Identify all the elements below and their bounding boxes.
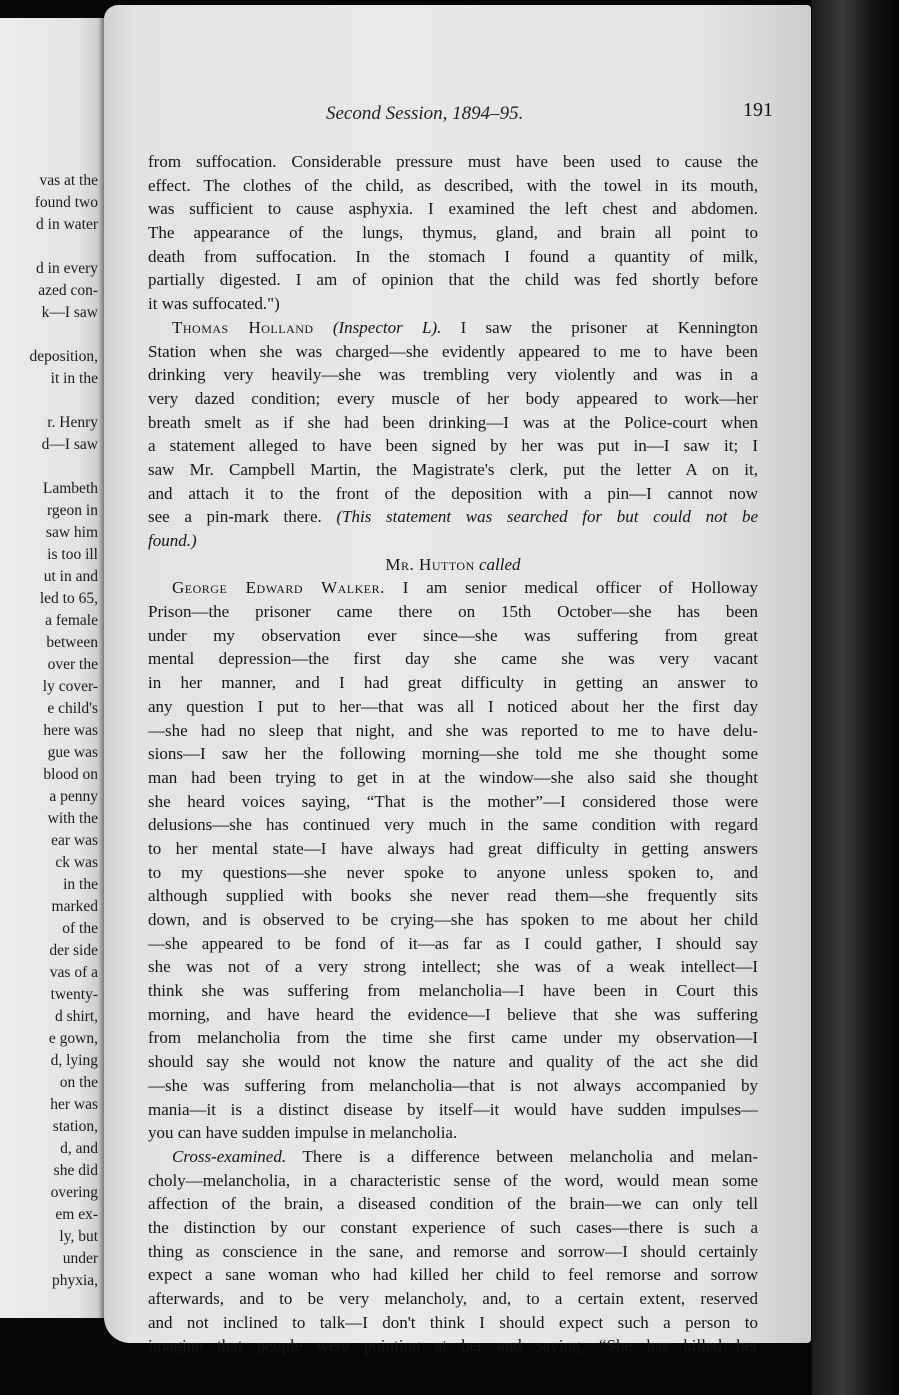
testimony-first-line: There is a difference between melancholia and melan- bbox=[286, 1146, 758, 1166]
facing-page-line: em ex- bbox=[55, 1206, 98, 1223]
text-line: a statement alleged to have been signed by her was put in—I saw it; I bbox=[148, 436, 758, 456]
facing-page-line: r. Henry bbox=[47, 414, 98, 431]
testimony-lines bbox=[148, 600, 758, 1145]
text-line: and not inclined to talk—I don't think I should expect such a person to bbox=[148, 1312, 758, 1332]
text-line: afterwards, and to be very melancholy, and, to a certain extent, reserved bbox=[148, 1289, 758, 1308]
facing-page-line: of the bbox=[62, 920, 98, 937]
facing-page-line: her was bbox=[50, 1096, 98, 1113]
text-line: mania—it is a distinct disease by itself—it would have sudden impulses— bbox=[148, 1099, 758, 1119]
text-line: —she appeared to be fond of it—as far as I could gather, I should say bbox=[148, 933, 758, 953]
text-line: —she was suffering from melancholia—that is not always accompanied by bbox=[148, 1075, 758, 1095]
text-line: saw Mr. Campbell Martin, the Magistrate's clerk, put the letter A on it, bbox=[148, 459, 758, 479]
text-line: mental depression—the first day she came she was very vacant bbox=[148, 649, 758, 669]
text-line: choly—melancholia, in a characteristic sense of the word, would mean some bbox=[148, 1170, 758, 1190]
testimony-first-line: I saw the prisoner at Kennington bbox=[441, 317, 759, 337]
text-line: morning, and have heard the evidence—I believe that she was suffering bbox=[148, 1004, 758, 1024]
facing-page-line: with the bbox=[47, 810, 98, 827]
facing-page-line: Lambeth bbox=[42, 480, 98, 497]
text-line: effect. The clothes of the child, as described, with the towel in its mouth, bbox=[148, 175, 758, 195]
text-line: from melancholia from the time she first came under my observation—I bbox=[148, 1028, 758, 1048]
facing-page-line: ear was bbox=[51, 832, 98, 849]
facing-page-line: found two bbox=[34, 194, 98, 211]
facing-page-line: led to 65, bbox=[39, 590, 98, 607]
called-word: called bbox=[479, 554, 521, 574]
text-line: thing as conscience in the sane, and remorse and sorrow—I should certainly bbox=[148, 1241, 758, 1261]
facing-page-line: d, and bbox=[60, 1140, 98, 1157]
facing-page-line: phyxia, bbox=[51, 1272, 98, 1289]
facing-page-fragment bbox=[0, 18, 112, 1318]
witness-role: (Inspector L). bbox=[332, 317, 442, 337]
text-line: —she had no sleep that night, and she was reported to me to have delu- bbox=[148, 720, 758, 740]
called-name: Mr. Hutton bbox=[385, 554, 475, 574]
text-line: to her mental state—I have always had great difficulty in getting answers bbox=[148, 838, 758, 858]
text-line: death from suffocation. In the stomach I found a quantity of milk, bbox=[148, 246, 758, 266]
facing-page-line: d in every bbox=[36, 260, 98, 277]
facing-page-line: overing bbox=[50, 1184, 98, 1201]
text-line: should say she would not know the nature and quality of the act she did bbox=[148, 1052, 758, 1072]
facing-page-line: in the bbox=[63, 876, 98, 893]
witness-name: Thomas Holland bbox=[172, 317, 314, 337]
facing-page-line bbox=[0, 456, 98, 478]
text-line: she was not of a very strong intellect; she was of a weak intellect—I bbox=[148, 957, 758, 977]
facing-page-line: k—I saw bbox=[41, 304, 98, 321]
text-line: under my observation ever since—she was suffering from great bbox=[148, 625, 758, 645]
facing-page-line: blood on bbox=[43, 766, 98, 783]
editorial-note-end: found.) bbox=[148, 531, 197, 550]
facing-page-line bbox=[0, 324, 98, 346]
paragraph-medical-testimony bbox=[148, 150, 758, 316]
testimony-first-line: I am senior medical officer of Holloway bbox=[384, 578, 758, 598]
text-line: breath smelt as if she had been drinking—I was at the Police-court when bbox=[148, 412, 758, 432]
facing-page-line: ut in and bbox=[43, 568, 98, 585]
paragraph-holland-testimony bbox=[148, 316, 758, 553]
facing-page-line: marked bbox=[51, 898, 98, 915]
facing-page-line: ly, but bbox=[59, 1228, 98, 1245]
pin-mark-text: see a pin-mark there. bbox=[148, 507, 337, 527]
text-line: partially digested. I am of opinion that the child was fed shortly before bbox=[148, 270, 758, 290]
facing-page-line: d shirt, bbox=[54, 1008, 98, 1025]
text-line: Prison—the prisoner came there on 15th October—she has been bbox=[148, 602, 758, 622]
text-line: think she was suffering from melancholia—I have been in Court this bbox=[148, 981, 758, 1001]
facing-page-line: over the bbox=[47, 656, 98, 673]
text-line: Station when she was charged—she evidently appeared to me to have been bbox=[148, 341, 758, 361]
facing-page-line: station, bbox=[52, 1118, 98, 1135]
facing-page-line: ly cover- bbox=[42, 678, 98, 695]
page-body bbox=[148, 150, 758, 1358]
paragraph-walker-testimony bbox=[148, 576, 758, 1145]
text-line: she heard voices saying, “That is the mother”—I considered those were bbox=[148, 791, 758, 811]
text-line: sions—I saw her the following morning—she told me she thought some bbox=[148, 744, 758, 764]
text-line: The appearance of the lungs, thymus, gland, and brain all point to bbox=[148, 223, 758, 243]
witness-called-line bbox=[148, 553, 758, 577]
text-line: was sufficient to cause asphyxia. I examined the left chest and abdomen. bbox=[148, 199, 758, 219]
facing-page-line: d—I saw bbox=[41, 436, 98, 453]
text-line: to my questions—she never spoke to anyone unless spoken to, and bbox=[148, 862, 758, 882]
facing-page-line: between bbox=[46, 634, 98, 651]
facing-page-line: a penny bbox=[49, 788, 98, 805]
facing-page-text bbox=[0, 170, 98, 1292]
cross-examined-label: Cross-examined. bbox=[172, 1146, 287, 1166]
text-line: it was suffocated.") bbox=[148, 294, 280, 314]
text-line: and attach it to the front of the deposition with a pin—I cannot now bbox=[148, 483, 758, 503]
facing-page-line: der side bbox=[49, 942, 98, 959]
text-line: very dazed condition; every muscle of her body appeared to work—her bbox=[148, 388, 758, 408]
paragraph-cross-examination bbox=[148, 1145, 758, 1358]
facing-page-line bbox=[0, 236, 98, 258]
text-line: the distinction by our constant experience of such cases—there is such a bbox=[148, 1217, 758, 1237]
witness-name: George Edward Walker. bbox=[172, 578, 385, 598]
page-header bbox=[104, 99, 811, 133]
text-line: delusions—she has continued very much in the same condition with regard bbox=[148, 815, 758, 835]
text-line: from suffocation. Considerable pressure must have been used to cause the bbox=[148, 152, 758, 171]
testimony-lines bbox=[148, 340, 758, 506]
facing-page-line: e gown, bbox=[48, 1030, 98, 1047]
facing-page-line: deposition, bbox=[29, 348, 98, 365]
text-line: drinking very heavily—she was trembling very violently and was in a bbox=[148, 365, 758, 385]
facing-page-line: azed con- bbox=[38, 282, 98, 299]
scan-background-edge bbox=[812, 0, 899, 1395]
facing-page-line: rgeon in bbox=[47, 502, 98, 519]
facing-page-line: e child's bbox=[47, 700, 98, 717]
text-line: imagine that people were pointing at her and saying, “She has killed her bbox=[148, 1336, 758, 1356]
facing-page-line: d, lying bbox=[50, 1052, 98, 1069]
text-line: down, and is observed to be crying—she has spoken to me about her child bbox=[148, 910, 758, 929]
page-number: 191 bbox=[743, 99, 773, 121]
editorial-note: (This statement was searched for but could not be bbox=[336, 507, 758, 527]
facing-page-line bbox=[0, 390, 98, 412]
text-line: you can have sudden impulse in melancholia. bbox=[148, 1123, 458, 1143]
facing-page-line: saw him bbox=[45, 524, 98, 541]
facing-page-line: under bbox=[62, 1250, 98, 1267]
text-line: affection of the brain, a diseased condition of the brain—we can only tell bbox=[148, 1194, 758, 1214]
facing-page-line: it in the bbox=[50, 370, 98, 387]
facing-page-line: a female bbox=[45, 612, 98, 629]
running-head: Second Session, 1894–95. bbox=[326, 103, 524, 124]
facing-page-line: d in water bbox=[36, 216, 98, 233]
document-page bbox=[104, 5, 811, 1356]
facing-page-line: vas of a bbox=[49, 964, 98, 981]
facing-page-line: on the bbox=[59, 1074, 98, 1091]
text-line: expect a sane woman who had killed her child to feel remorse and sorrow bbox=[148, 1265, 758, 1285]
text-line: in her manner, and I had great difficulty in getting an answer to bbox=[148, 673, 758, 693]
facing-page-line: here was bbox=[43, 722, 98, 739]
facing-page-line: vas at the bbox=[39, 172, 98, 189]
text-line: any question I put to her—that was all I noticed about her the first day bbox=[148, 696, 758, 716]
text-line: man had been trying to get in at the window—she also said she thought bbox=[148, 767, 758, 787]
facing-page-line: twenty- bbox=[50, 986, 98, 1003]
testimony-lines bbox=[148, 1169, 758, 1359]
facing-page-line: ck was bbox=[55, 854, 98, 871]
facing-page-line: she did bbox=[53, 1162, 98, 1179]
facing-page-line: gue was bbox=[47, 744, 98, 761]
text-line: although supplied with books she never read them—she frequently sits bbox=[148, 886, 758, 906]
facing-page-line: is too ill bbox=[47, 546, 98, 563]
